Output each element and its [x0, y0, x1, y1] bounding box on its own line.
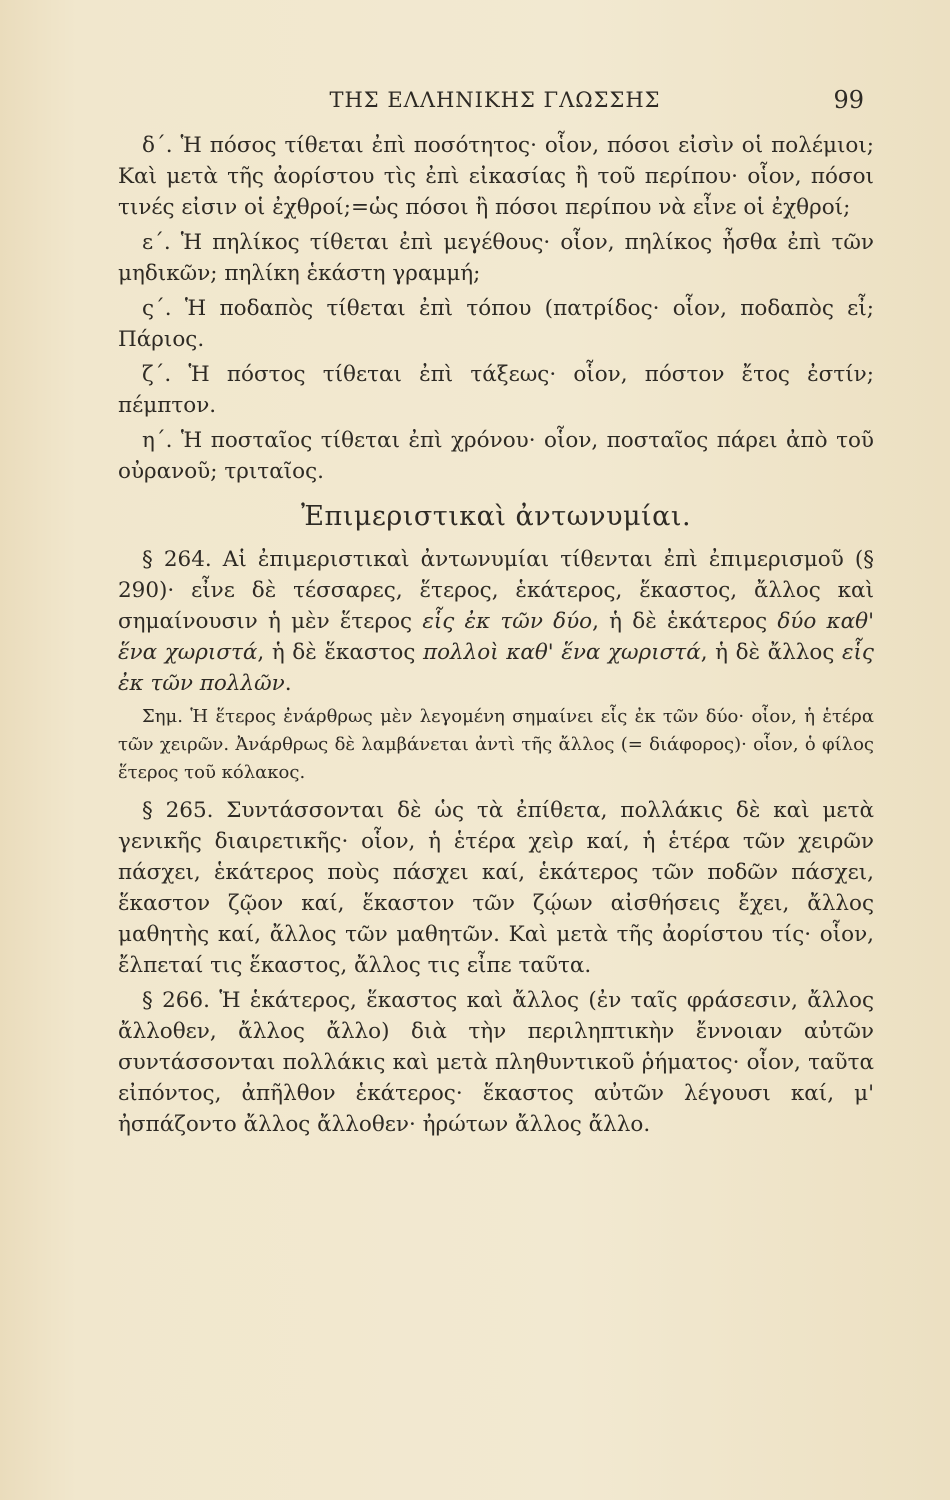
- section-266: § 266. Ἡ ἑκάτερος, ἕκαστος καὶ ἄλλος (ἐν ταῖς φράσεσιν, ἄλλος ἄλλοθεν, ἄλλος ἄλλο) διὰ τὴν περιληπτικὴν ἔννοιαν αὐτῶν συντάσσονται πολλάκις καὶ μετὰ πληθυντικοῦ ῥήματος· οἷον, ταῦτα εἰπόντος, ἀπῆλθον ἑκάτερος· ἕκαστος αὐτῶν λέγουσι καί, μ' ἠσπάζοντο ἄλλος ἄλλοθεν· ἠρώτων ἄλλος ἄλλο.: [118, 988, 874, 1137]
- s264-italic-2: δύο καθ' ἕνα χωριστά: [118, 609, 875, 665]
- paragraph-delta: δ΄. Ἡ πόσος τίθεται ἐπὶ ποσότητος· οἷον, πόσοι εἰσὶν οἱ πολέμιοι; Καὶ μετὰ τῆς ἀορίστου τὶς ἐπὶ εἰκασίας ἢ τοῦ περίπου· οἷον, πόσοι τινές εἰσιν οἱ ἐχθροί;=ὡς πόσοι ἢ πόσοι περίπου νὰ εἶνε οἱ ἐχθροί;: [118, 133, 874, 220]
- paragraph-stigma: ς΄. Ἡ ποδαπὸς τίθεται ἐπὶ τόπου (πατρίδος· οἷον, ποδαπὸς εἶ; Πάριος.: [118, 296, 874, 352]
- section-264: [118, 544, 874, 699]
- s264-mid-1: , ἡ δὲ ἑκάτερος: [592, 609, 778, 634]
- s264-lead: § 264. Αἱ ἐπιμεριστικαὶ ἀντωνυμίαι τίθενται ἐπὶ ἐπιμερισμοῦ (§ 290)· εἶνε δὲ τέσσαρες, ἕτερος, ἑκάτερος, ἕκαστος, ἄλλος καὶ σημαίνουσιν ἡ μὲν ἕτερος: [118, 547, 874, 634]
- section-265: § 265. Συντάσσονται δὲ ὡς τὰ ἐπίθετα, πολλάκις δὲ καὶ μετὰ γενικῆς διαιρετικῆς· οἷον, ἡ ἑτέρα χεὶρ καί, ἡ ἑτέρα τῶν χειρῶν πάσχει, ἑκάτερος ποὺς πάσχει καί, ἑκάτερος τῶν ποδῶν πάσχει, ἕκαστον ζῷον καί, ἕκαστον τῶν ζῴων αἰσθήσεις ἔχει, ἄλλος μαθητὴς καί, ἄλλος τῶν μαθητῶν. Καὶ μετὰ τῆς ἀορίστου τίς· οἷον, ἔλπεταί τις ἕκαστος, ἄλλος τις εἶπε ταῦτα.: [118, 798, 874, 978]
- page-number: 99: [833, 86, 864, 114]
- s264-italic-1: εἷς ἐκ τῶν δύο: [422, 609, 593, 634]
- body-text: [118, 130, 874, 1144]
- page-header: [118, 88, 872, 122]
- s264-end: .: [284, 671, 292, 696]
- s264-mid-2: , ἡ δὲ ἕκαστος: [257, 640, 423, 665]
- paragraph-eta: η΄. Ἡ ποσταῖος τίθεται ἐπὶ χρόνου· οἷον, ποσταῖος πάρει ἀπὸ τοῦ οὐρανοῦ; τριταῖος.: [118, 428, 874, 484]
- paragraph-zeta: ζ΄. Ἡ πόστος τίθεται ἐπὶ τάξεως· οἷον, πόστον ἔτος ἐστίν; πέμπτον.: [118, 362, 874, 418]
- s264-italic-4: εἷς ἐκ τῶν πολλῶν: [118, 640, 874, 696]
- paragraph-epsilon: ε΄. Ἡ πηλίκος τίθεται ἐπὶ μεγέθους· οἷον, πηλίκος ἦσθα ἐπὶ τῶν μηδικῶν; πηλίκη ἑκάστη γραμμή;: [118, 230, 874, 286]
- s264-mid-3: , ἡ δὲ ἄλλος: [700, 640, 842, 665]
- s264-italic-3: πολλοὶ καθ' ἕνα χωριστά: [422, 640, 701, 665]
- note: Σημ. Ἡ ἕτερος ἐνάρθρως μὲν λεγομένη σημαίνει εἷς ἐκ τῶν δύο· οἷον, ἡ ἑτέρα τῶν χειρῶν. Ἀνάρθρως δὲ λαμβάνεται ἀντὶ τῆς ἄλλος (= διάφορος)· οἷον, ὁ φίλος ἕτερος τοῦ κόλακος.: [118, 706, 874, 783]
- section-title: Ἐπιμεριστικαὶ ἀντωνυμίαι.: [300, 501, 692, 532]
- running-head: ΤΗΣ ΕΛΛΗΝΙΚΗΣ ΓΛΩΣΣΗΣ: [329, 88, 661, 112]
